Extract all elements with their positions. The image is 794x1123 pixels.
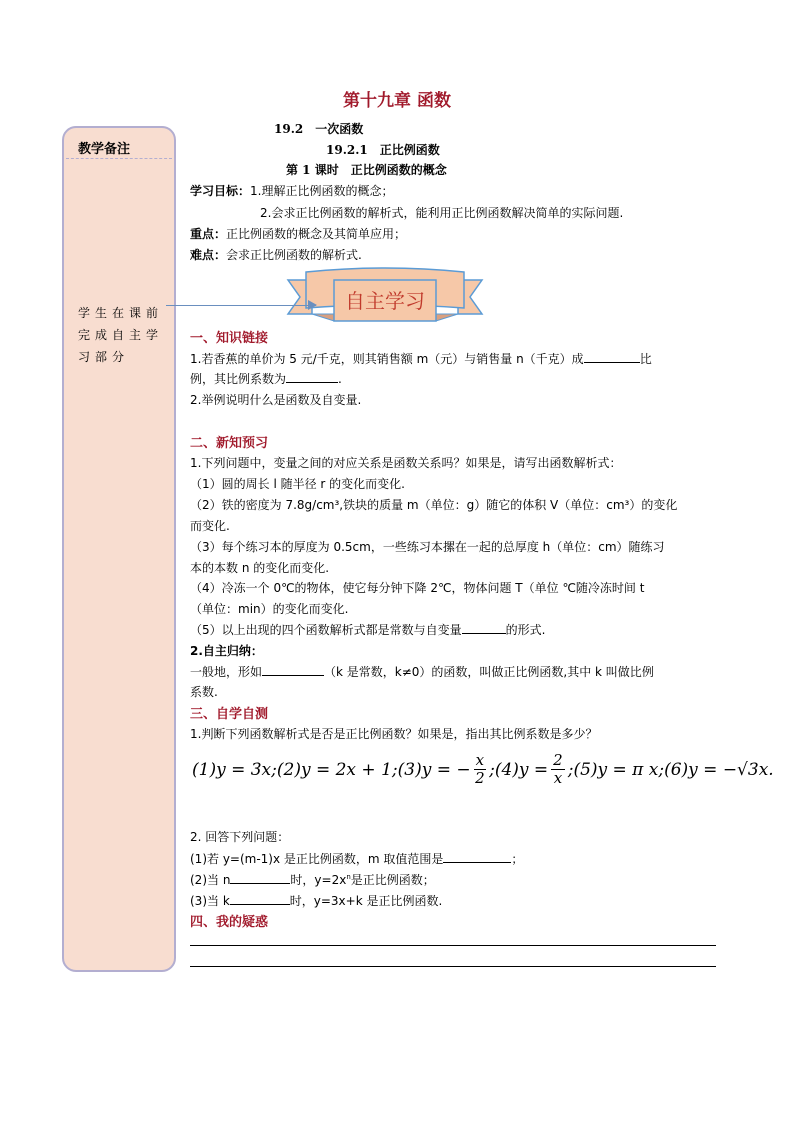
- formula-2: (2)y = 2x + 1;: [276, 759, 398, 780]
- chapter-title: 第十九章 函数: [343, 91, 451, 111]
- part2-item-2a: （2）铁的密度为 7.8g/cm³,铁块的质量 m（单位：g）随它的体积 V（单位：cm³）的变化: [190, 498, 678, 512]
- summary-text-b: （k 是常数，k≠0）的函数，叫做正比例函数,其中 k 叫做比例: [324, 665, 654, 679]
- summary-text-a: 一般地，形如: [190, 665, 263, 679]
- key-point-row: [190, 225, 406, 242]
- part2-item-4b: （单位：min）的变化而变化.: [190, 602, 349, 616]
- part2-item-3b: 本的本数 n 的变化而变化.: [190, 561, 330, 575]
- part3-sub-3: [190, 892, 442, 909]
- answer-line[interactable]: [190, 966, 716, 967]
- formula-6: (6)y = −√3x.: [664, 759, 774, 780]
- part2-q1: 1.下列问题中，变量之间的对应关系是函数关系吗？如果是，请写出函数解析式：: [190, 456, 622, 470]
- formula-3-fraction: $\frac{x}{2}$: [475, 751, 485, 787]
- part3-sub-1-end: ；: [511, 852, 524, 866]
- formula-4-fraction: $\frac{2}{x}$: [553, 751, 563, 787]
- part3-sub-2-text: (2)当 n: [190, 873, 231, 887]
- part3-heading: 三、自学自测: [190, 707, 269, 722]
- part3-sub-3-end: 时，y=3x+k 是正比例函数.: [289, 894, 443, 908]
- exponent-n: n: [346, 873, 351, 881]
- self-study-banner: [286, 266, 484, 326]
- banner-fold-left: [312, 314, 334, 321]
- part2-item-3a: （3）每个练习本的厚度为 0.5cm，一些练习本摞在一起的总厚度 h（单位：cm）随练习: [190, 540, 665, 554]
- goal-item: 1.理解正比例函数的概念；: [250, 184, 394, 198]
- sidebar-note: 学生在课前完成自主学习部分: [78, 306, 164, 364]
- goals-label: 学习目标：: [190, 184, 251, 198]
- part4-heading: 四、我的疑惑: [190, 915, 269, 930]
- difficulty-row: [190, 246, 362, 263]
- part1-heading: 一、知识链接: [190, 331, 269, 346]
- answer-blank[interactable]: [262, 663, 324, 676]
- answer-blank[interactable]: [230, 892, 290, 905]
- part1-q1-line2: [190, 370, 342, 387]
- formula-3-prefix: (3)y = −: [397, 759, 471, 780]
- difficulty-text: 会求正比例函数的解析式.: [226, 248, 362, 262]
- part2-item-5: [190, 621, 545, 638]
- part3-q1: 1.判断下列函数解析式是否是正比例函数？如果是，指出其比例系数是多少？: [190, 727, 598, 741]
- difficulty-label: 难点：: [190, 248, 227, 262]
- part2-item-1: （1）圆的周长 l 随半径 r 的变化而变化.: [190, 477, 405, 491]
- key-point-label: 重点：: [190, 227, 227, 241]
- summary-line-2: 系数.: [190, 685, 218, 699]
- answer-blank[interactable]: [462, 621, 506, 634]
- part1-q1-tail: 比: [639, 352, 652, 366]
- part1-q1-text: 1.若香蕉的单价为 5 元/千克，则其销售额 m（元）与销售量 n（千克）成: [190, 352, 584, 366]
- sidebar-connector-line: [166, 305, 316, 306]
- section-title: 19.2 一次函数: [274, 122, 364, 136]
- part3-sub-2-end: 是正比例函数；: [350, 873, 435, 887]
- formula-5: (5)y = π x;: [573, 759, 665, 780]
- formula-3-suffix: ;: [489, 759, 495, 780]
- part1-q1: [190, 350, 652, 367]
- banner-fold-right: [436, 314, 458, 321]
- part1-q1-line2-text: 例，其比例系数为: [190, 372, 287, 386]
- subsection-title: 19.2.1 正比例函数: [326, 143, 440, 157]
- answer-line[interactable]: [190, 945, 716, 946]
- formula-4-prefix: (4)y =: [494, 759, 549, 780]
- part3-sub-1-text: (1)若 y=(m-1)x 是正比例函数，m 取值范围是: [190, 852, 444, 866]
- banner-label: 自主学习: [345, 289, 425, 313]
- part1-q2: 2.举例说明什么是函数及自变量.: [190, 393, 362, 407]
- part3-q2: 2. 回答下列问题：: [190, 830, 290, 844]
- answer-blank[interactable]: [286, 370, 338, 383]
- summary-heading: 2.自主归纳：: [190, 644, 263, 658]
- function-list-formula: [192, 752, 774, 787]
- answer-blank[interactable]: [584, 350, 640, 363]
- part2-item-5-text: （5）以上出现的四个函数解析式都是常数与自变量: [190, 623, 462, 637]
- sidebar-title: 教学备注: [78, 142, 131, 157]
- answer-blank[interactable]: [443, 850, 511, 863]
- lesson-title: 第 1 课时 正比例函数的概念: [286, 163, 447, 177]
- part3-sub-2-mid: 时，y=2x: [290, 873, 347, 887]
- part2-item-2b: 而变化.: [190, 519, 230, 533]
- goal-item: 2.会求正比例函数的解析式，能利用正比例函数解决简单的实际问题.: [260, 206, 624, 220]
- part2-heading: 二、新知预习: [190, 436, 269, 451]
- goals-row: [190, 182, 393, 199]
- answer-blank[interactable]: [230, 871, 290, 884]
- part2-item-4a: （4）冷冻一个 0℃的物体，使它每分钟下降 2℃，物体问题 T（单位 ℃随冷冻时间 t: [190, 581, 645, 595]
- formula-4-suffix: ;: [567, 759, 574, 780]
- part2-item-5-end: 的形式.: [505, 623, 546, 637]
- part3-sub-3-text: (3)当 k: [190, 894, 230, 908]
- teaching-notes-sidebar: [62, 126, 176, 972]
- connector-arrow-icon: [308, 300, 317, 310]
- part1-q1-end: .: [338, 372, 342, 386]
- key-point-text: 正比例函数的概念及其简单应用；: [226, 227, 407, 241]
- part3-sub-1: [190, 850, 523, 867]
- summary-line-1: [190, 663, 654, 680]
- formula-1: (1)y = 3x;: [192, 759, 277, 780]
- part3-sub-2: [190, 871, 435, 888]
